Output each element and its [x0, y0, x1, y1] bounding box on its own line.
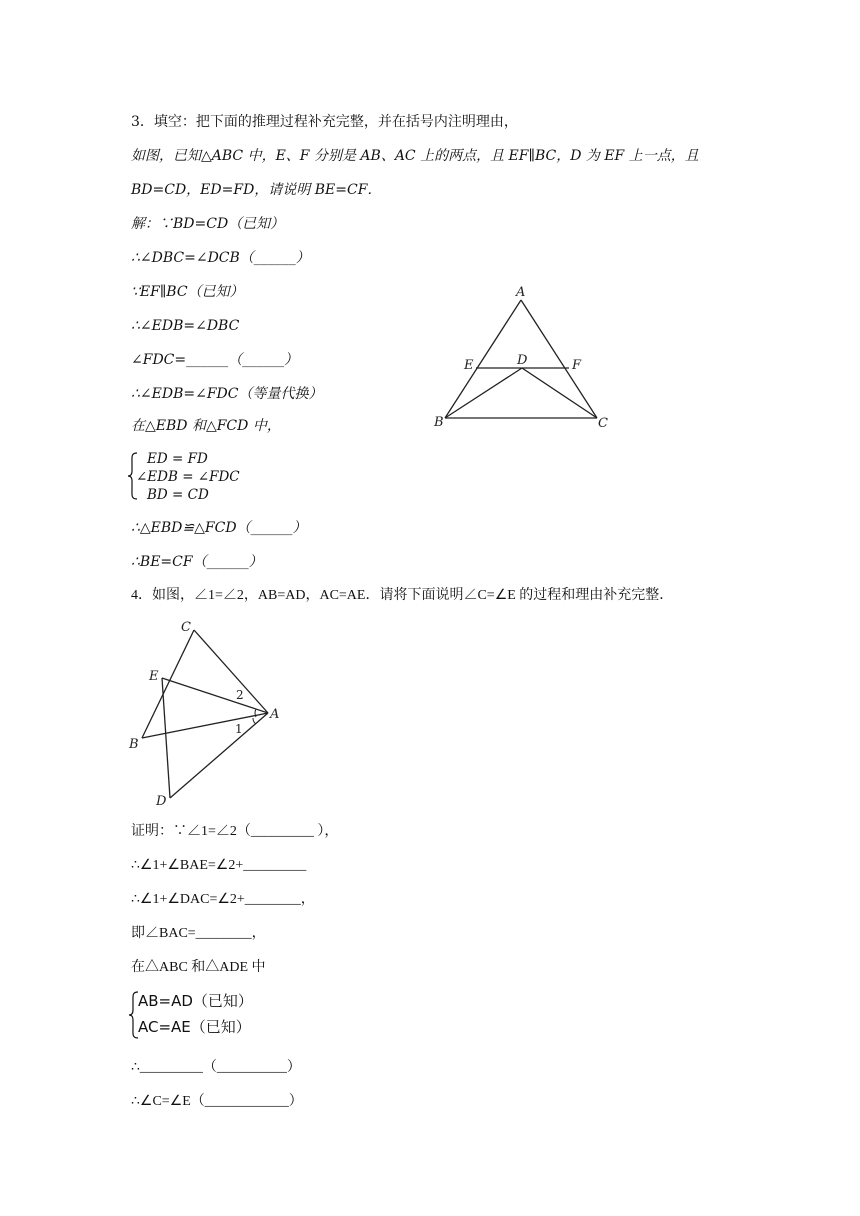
- problem4-triangles-figure: [125, 614, 295, 810]
- label-angle-2: 2: [236, 688, 244, 702]
- segment-AB: [445, 300, 521, 418]
- problem3-step-6: ∴∠EDB=∠FDC（等量代换）: [131, 386, 323, 402]
- label-A: A: [270, 707, 280, 722]
- label-F: F: [572, 358, 582, 373]
- segment-BD: [445, 368, 522, 418]
- problem3-after-2: ∴BE=CF（______）: [131, 554, 263, 570]
- problem4-step-5: 在△ABC 和△ADE 中: [131, 960, 266, 975]
- problem3-step-3: ∵EF∥BC（已知）: [131, 284, 244, 300]
- segment-DA: [170, 713, 268, 798]
- angle-arc-2: [255, 709, 256, 717]
- problem4-after-2: ∴∠C=∠E（____________）: [131, 1094, 303, 1109]
- label-angle-1: 1: [235, 722, 243, 736]
- problem3-step-2: ∴∠DBC=∠DCB（______）: [131, 250, 310, 266]
- label-B: B: [434, 415, 444, 430]
- problem4-system-eq2: AC=AE（已知）: [138, 1018, 251, 1036]
- label-E: E: [464, 358, 474, 373]
- problem4-title: 4．如图，∠1=∠2，AB=AD，AC=AE．请将下面说明∠C=∠E 的过程和理由补充完整．: [131, 588, 674, 603]
- problem4-after-1: ∴_________（__________）: [131, 1060, 301, 1075]
- problem3-statement-line2: BD=CD，ED=FD，请说明 BE=CF．: [131, 182, 382, 198]
- label-C: C: [598, 416, 608, 431]
- problem3-title: 3．填空：把下面的推理过程补充完整，并在括号内注明理由，: [131, 114, 518, 130]
- label-B: B: [129, 737, 139, 752]
- segment-CD: [522, 368, 597, 418]
- segment-CB: [142, 630, 194, 738]
- problem4-system-eq1: AB=AD（已知）: [138, 992, 253, 1010]
- problem3-step-4: ∴∠EDB=∠DBC: [131, 318, 240, 334]
- segment-ED: [162, 678, 170, 798]
- segment-BA: [142, 713, 268, 738]
- problem3-system-eq2: ∠EDB = ∠FDC: [136, 469, 240, 485]
- label-A: A: [516, 285, 526, 300]
- angle-arc-1: [253, 718, 256, 724]
- problem3-step-7: 在△EBD 和△FCD 中，: [131, 418, 281, 434]
- problem3-system-eq3: BD = CD: [147, 487, 209, 503]
- problem3-triangle-figure: [425, 280, 625, 440]
- problem3-statement-line1: 如图，已知△ABC 中，E、F 分别是 AB、AC 上的两点，且 EF∥BC，D 为 EF 上一点，且: [131, 148, 699, 164]
- label-E: E: [149, 669, 159, 684]
- problem3-step-5: ∠FDC=______（______）: [131, 352, 299, 368]
- problem4-step-2: ∴∠1+∠BAE=∠2+_________: [131, 858, 307, 873]
- label-D: D: [517, 353, 528, 368]
- problem4-step-4: 即∠BAC=________，: [131, 926, 266, 941]
- label-C: C: [181, 620, 191, 635]
- problem3-system-eq1: ED = FD: [147, 451, 208, 467]
- problem4-step-3: ∴∠1+∠DAC=∠2+________，: [131, 892, 315, 907]
- problem3-after-1: ∴△EBD≌△FCD（______）: [131, 520, 307, 536]
- problem4-step-1: 证明：∵∠1=∠2（_________ ），: [131, 824, 339, 839]
- label-D: D: [156, 794, 167, 809]
- segment-AC: [521, 300, 597, 418]
- problem3-step-1: 解：∵BD=CD（已知）: [131, 216, 285, 232]
